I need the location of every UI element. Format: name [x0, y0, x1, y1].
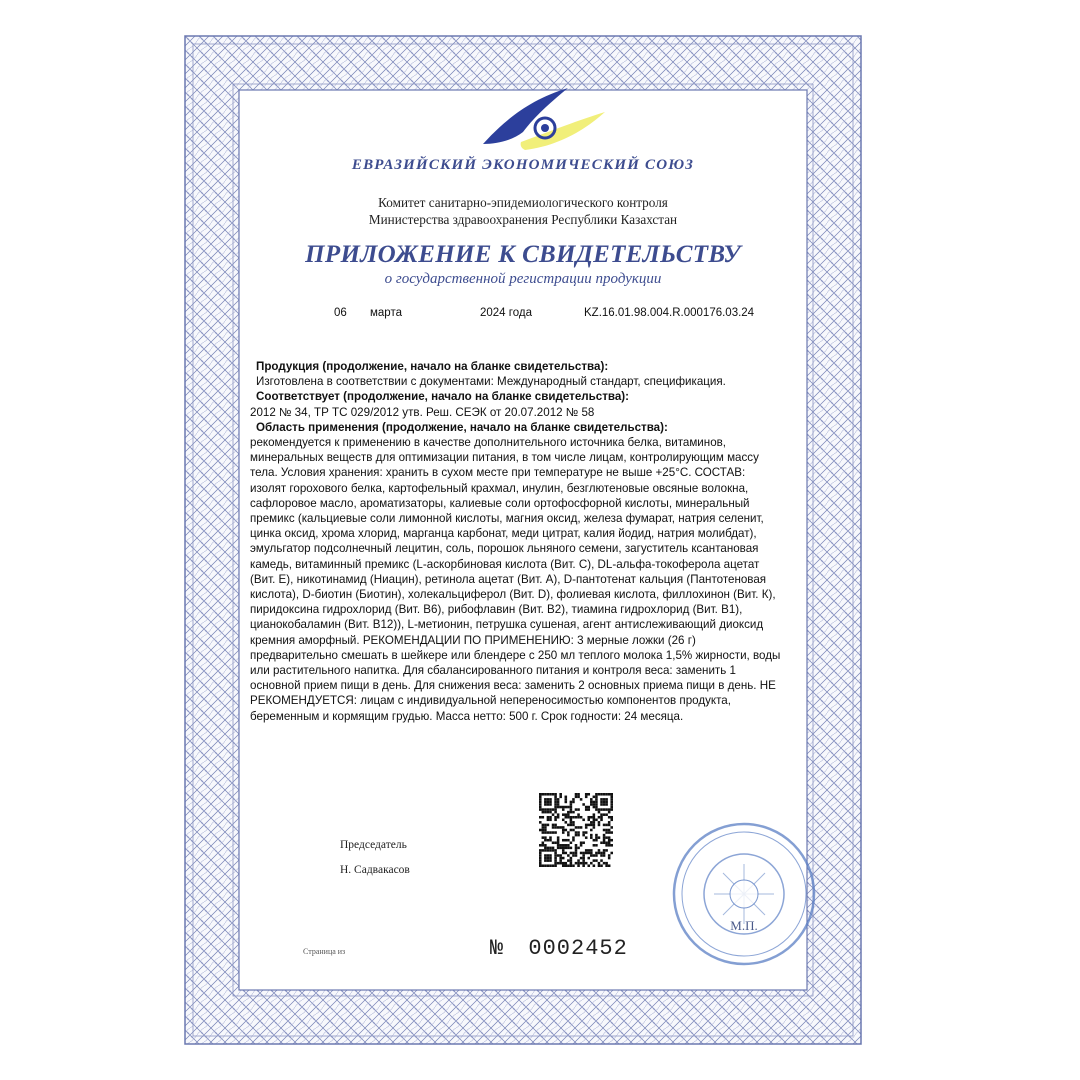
scope-line: кремния аморфный. РЕКОМЕНДАЦИИ ПО ПРИМЕНЕНИЮ: 3 мерные ложки (26 г) — [250, 633, 696, 647]
number-value: 0002452 — [528, 936, 628, 961]
complies-text: 2012 № 34, ТР ТС 029/2012 утв. Реш. СЕЭК от 20.07.2012 № 58 — [250, 405, 595, 419]
scope-line: рекомендуется к применению в качестве дополнительного источника белка, витаминов, — [250, 436, 727, 450]
scope-line: цинка оксид, хрома хлорид, марганца карбонат, меди цитрат, калия йодид, натрия молибдат), — [250, 527, 757, 541]
scope-text — [250, 435, 810, 724]
scope-line: тела. Условия хранения: хранить в сухом месте при температуре не выше +25°С. СОСТАВ: — [250, 466, 746, 480]
scope-line: минеральных веществ для оптимизации питания, в том числе лицам, контролирующим массу — [250, 451, 759, 465]
scope-line: или растительного напитка. Для сбалансированного питания и контроля веса: заменить 1 — [250, 664, 736, 678]
scope-line: изолят горохового белка, картофельный крахмал, инулин, безглютеновые овсяные волокна, — [250, 481, 749, 495]
scope-line: предварительно смешать в шейкере или блендере с 250 мл теплого молока 1,5% жирности, воды — [250, 648, 781, 662]
signer-position: Председатель — [340, 839, 407, 851]
scope-line: камедь, витаминный премикс (L-аскорбиновая кислота (Вит. С), DL-альфа-токоферола ацетат — [250, 557, 760, 571]
date-month: марта — [370, 307, 402, 319]
scope-line: (Вит. Е), никотинамид (Ниацин), ретинола ацетат (Вит. А), D-пантотенат кальция (Пантотеновая — [250, 572, 767, 586]
committee-line-1: Комитет санитарно-эпидемиологического контроля — [378, 195, 668, 210]
signature-block — [340, 833, 410, 883]
scope-line: пиридоксина гидрохлорид (Вит. В6), рибофлавин (Вит. В2), тиамина гидрохлорид (Вит. В1), — [250, 603, 743, 617]
scope-line: РЕКОМЕНДУЕТСЯ: лицам с индивидуальной непереносимостью компонентов продукта, — [250, 694, 731, 708]
scope-line: эмульгатор подсолнечный лецитин, соль, порошок льняного семени, загуститель ксантановая — [250, 542, 759, 556]
committee-line-2: Министерства здравоохранения Республики Казахстан — [368, 212, 678, 227]
scope-line: премикс (кальциевые соли лимонной кислоты, магния оксид, железа фумарат, натрия селенит, — [250, 512, 764, 526]
registration-number: KZ.16.01.98.004.R.000176.03.24 — [584, 307, 755, 319]
signer-name: Н. Садвакасов — [340, 864, 410, 876]
complies-heading: Соответствует (продолжение, начало на бланке свидетельства): — [256, 390, 630, 404]
document-title: ПРИЛОЖЕНИЕ К СВИДЕТЕЛЬСТВУ — [305, 241, 741, 268]
scope-line: основной прием пищи в день. Для снижения веса: заменить 2 основных приема пищи в день. НЕ — [250, 679, 776, 693]
date-year: 2024 года — [480, 307, 532, 319]
page-label: Страница из — [303, 947, 346, 956]
official-stamp — [670, 820, 818, 968]
scope-heading: Область применения (продолжение, начало на бланке свидетельства): — [256, 420, 668, 434]
certificate-body — [250, 359, 810, 724]
form-number — [490, 936, 628, 961]
product-heading: Продукция (продолжение, начало на бланке свидетельства): — [256, 360, 609, 373]
document-subtitle: о государственной регистрации продукции — [384, 271, 662, 287]
scope-line: цианокобаламин (Вит. В12)), L-метионин, петрушка сушеная, агент антислеживающий диоксид — [250, 618, 764, 632]
qr-code — [539, 793, 613, 867]
date-day: 06 — [334, 307, 347, 319]
scope-line: кислота), D-биотин (Биотин), холекальциферол (Вит. D), фолиевая кислота, филлохинон (Вит. К), — [250, 588, 776, 602]
scope-line: сафлоровое масло, ароматизаторы, калиевые соли ортофосфорной кислоты, минеральный — [250, 496, 750, 510]
scope-line: беременным и кормящим грудью. Масса нетто: 500 г. Срок годности: 24 месяца. — [250, 709, 684, 723]
stamp-mark: М.П. — [730, 918, 758, 933]
committee-name — [183, 194, 863, 228]
number-sign: № — [490, 936, 505, 961]
union-title: ЕВРАЗИЙСКИЙ ЭКОНОМИЧЕСКИЙ СОЮЗ — [351, 157, 695, 173]
product-text: Изготовлена в соответствии с документами: Международный стандарт, спецификация. — [256, 375, 726, 389]
eaeu-logo — [473, 82, 613, 154]
